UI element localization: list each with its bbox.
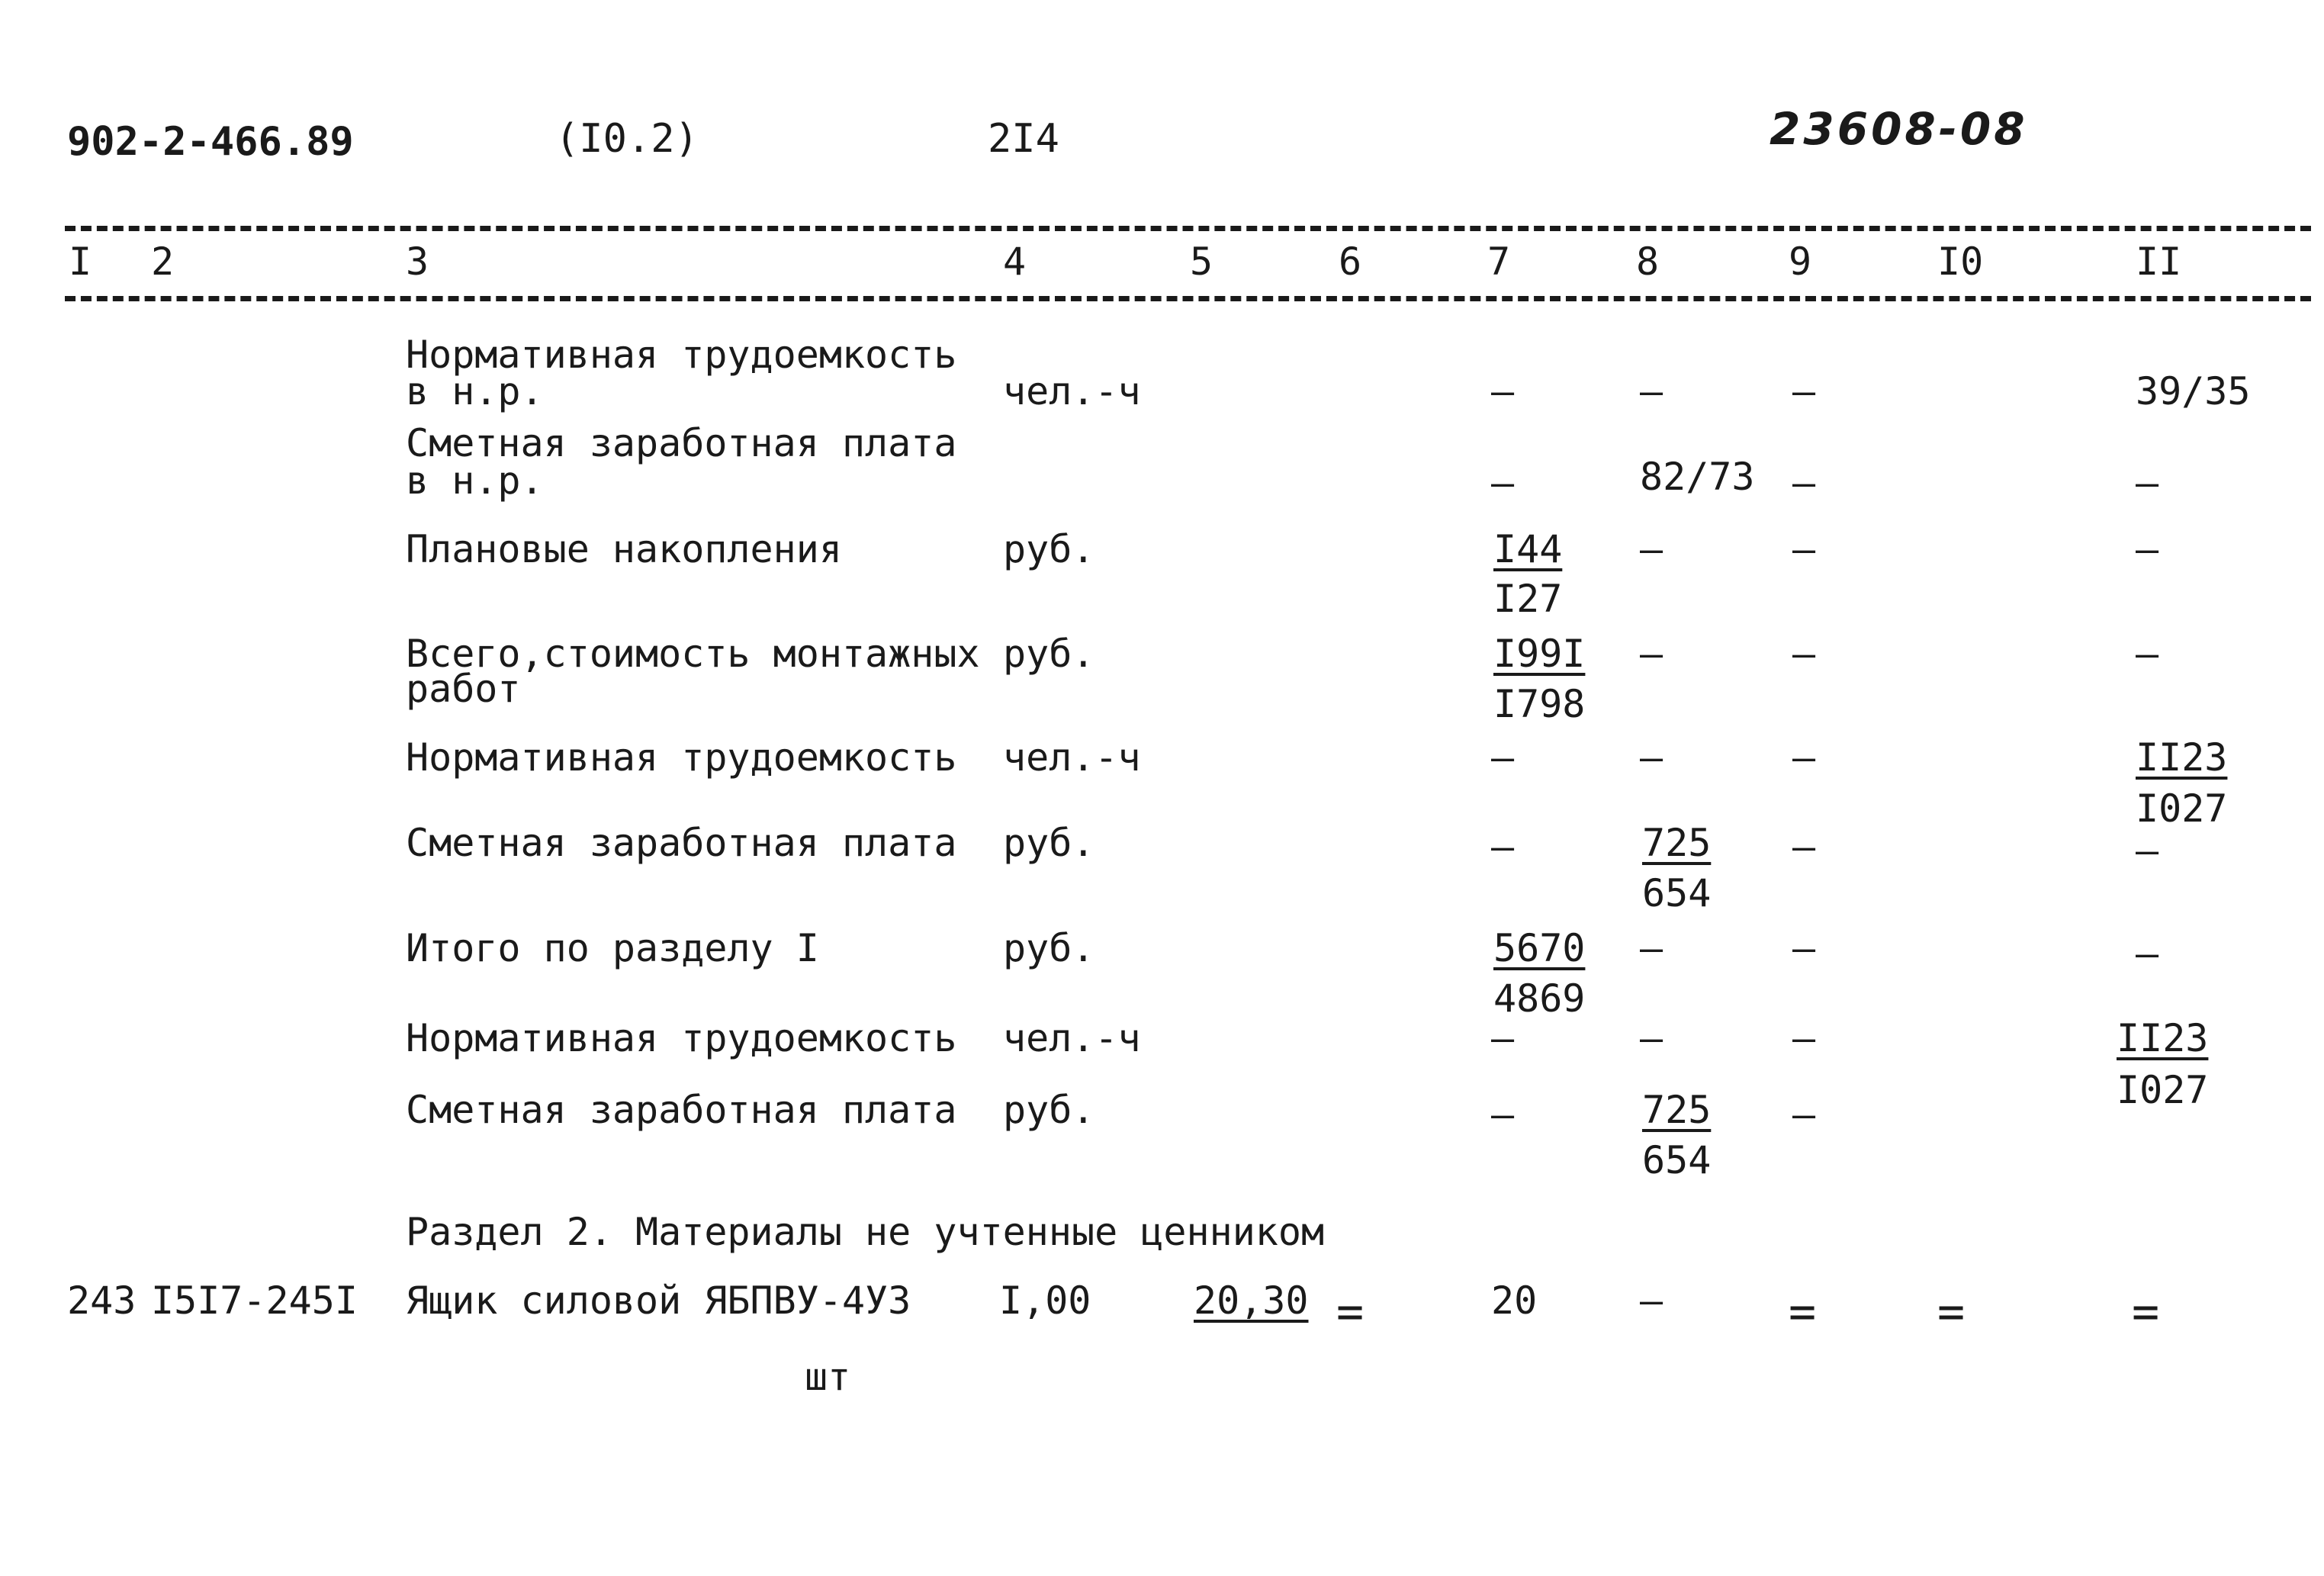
row-col7: – bbox=[1491, 461, 1515, 505]
row-unit: чел.-ч bbox=[1003, 369, 1141, 413]
row-col8: – bbox=[1640, 632, 1663, 676]
row-col8-bottom: 654 bbox=[1642, 1138, 1712, 1182]
row-name-line1: Плановые накопления bbox=[406, 527, 842, 571]
item-col8: – bbox=[1640, 1278, 1663, 1323]
column-header-4: 4 bbox=[1003, 240, 1027, 284]
row-name-line1: Сметная заработная плата bbox=[406, 821, 957, 865]
column-header-10: I0 bbox=[1937, 240, 1984, 284]
column-header-8: 8 bbox=[1636, 240, 1660, 284]
row-col7-bottom: I798 bbox=[1493, 682, 1586, 726]
row-unit: руб. bbox=[1003, 821, 1095, 865]
column-header-11: II bbox=[2136, 240, 2182, 284]
row-col11-top: II23 bbox=[2117, 1016, 2209, 1060]
row-col7: – bbox=[1491, 369, 1515, 413]
row-name-line1: Итого по разделу I bbox=[406, 926, 819, 970]
row-col11-top: II23 bbox=[2136, 735, 2228, 780]
row-col7: – bbox=[1491, 735, 1515, 780]
row-col8-bottom: 654 bbox=[1642, 871, 1712, 915]
row-name-line1: Всего,стоимость монтажных bbox=[406, 632, 980, 676]
section-number: (I0.2) bbox=[555, 116, 699, 162]
row-col8: – bbox=[1640, 1016, 1663, 1060]
row-unit: руб. bbox=[1003, 527, 1095, 571]
page-number: 2I4 bbox=[988, 116, 1059, 162]
table-top-rule bbox=[65, 226, 2311, 231]
column-header-3: 3 bbox=[406, 240, 429, 284]
row-col8: – bbox=[1640, 369, 1663, 413]
row-unit: чел.-ч bbox=[1003, 735, 1141, 780]
document-code: 902-2-466.89 bbox=[67, 119, 354, 165]
row-col7-top: I99I bbox=[1493, 632, 1586, 676]
row-col9: – bbox=[1792, 926, 1816, 970]
row-col7-bottom: I27 bbox=[1493, 577, 1563, 621]
row-col8: – bbox=[1640, 926, 1663, 970]
row-col7-top: I44 bbox=[1493, 527, 1563, 571]
row-col9: – bbox=[1792, 527, 1816, 571]
row-col8-top: 725 bbox=[1642, 821, 1712, 865]
row-col9: – bbox=[1792, 632, 1816, 676]
column-header-6: 6 bbox=[1339, 240, 1362, 284]
row-name-line2: в н.р. bbox=[406, 369, 544, 413]
handwritten-document-number: 23608-08 bbox=[1770, 103, 2028, 155]
item-col11: = bbox=[2132, 1285, 2160, 1339]
row-col7-bottom: 4869 bbox=[1493, 976, 1586, 1021]
row-col11: – bbox=[2136, 828, 2159, 873]
row-col9: – bbox=[1792, 825, 1816, 869]
row-col7: – bbox=[1491, 825, 1515, 869]
row-col11: – bbox=[2136, 931, 2159, 976]
row-col7-top: 5670 bbox=[1493, 926, 1586, 970]
row-col8: 82/73 bbox=[1640, 455, 1755, 499]
row-name-line1: Нормативная трудоемкость bbox=[406, 1016, 957, 1060]
row-col11: – bbox=[2136, 527, 2159, 571]
item-col4: I,00 bbox=[999, 1278, 1091, 1323]
row-name-line2: в н.р. bbox=[406, 458, 544, 503]
row-col11-bottom: I027 bbox=[2117, 1068, 2209, 1112]
row-unit: руб. bbox=[1003, 1088, 1095, 1132]
row-name-line1: Нормативная трудоемкость bbox=[406, 333, 957, 377]
row-col11: – bbox=[2136, 461, 2159, 505]
row-col11-bottom: I027 bbox=[2136, 786, 2228, 831]
row-name-line1: Сметная заработная плата bbox=[406, 1088, 957, 1132]
row-name-line1: Нормативная трудоемкость bbox=[406, 735, 957, 780]
item-col1: 243 bbox=[67, 1278, 137, 1323]
row-col9: – bbox=[1792, 369, 1816, 413]
row-col9: – bbox=[1792, 1092, 1816, 1137]
item-col7: 20 bbox=[1491, 1278, 1538, 1323]
row-col8-top: 725 bbox=[1642, 1088, 1712, 1132]
column-header-1: I bbox=[69, 240, 92, 284]
item-col9: = bbox=[1789, 1285, 1817, 1339]
column-header-2: 2 bbox=[151, 240, 175, 284]
section-2-title: Раздел 2. Материалы не учтенные ценником bbox=[406, 1210, 1325, 1254]
column-header-7: 7 bbox=[1487, 240, 1511, 284]
table-header-rule bbox=[65, 296, 2311, 301]
row-col11: – bbox=[2136, 632, 2159, 676]
row-unit: руб. bbox=[1003, 926, 1095, 970]
column-header-5: 5 bbox=[1190, 240, 1213, 284]
row-name-line2: работ bbox=[406, 667, 521, 711]
row-col7: – bbox=[1491, 1016, 1515, 1060]
item-unit: шт bbox=[805, 1355, 851, 1399]
row-col8: – bbox=[1640, 735, 1663, 780]
row-col7: – bbox=[1491, 1092, 1515, 1137]
row-unit: чел.-ч bbox=[1003, 1016, 1141, 1060]
item-col10: = bbox=[1937, 1285, 1966, 1339]
item-name: Ящик силовой ЯБПВУ-4УЗ bbox=[406, 1278, 911, 1323]
item-col2: I5I7-245I bbox=[151, 1278, 358, 1323]
item-col6: = bbox=[1336, 1285, 1365, 1339]
row-col11: 39/35 bbox=[2136, 369, 2251, 413]
row-unit: руб. bbox=[1003, 632, 1095, 676]
row-col8: – bbox=[1640, 527, 1663, 571]
item-col5: 20,30 bbox=[1194, 1278, 1309, 1323]
row-col9: – bbox=[1792, 1016, 1816, 1060]
row-col9: – bbox=[1792, 735, 1816, 780]
column-header-9: 9 bbox=[1789, 240, 1812, 284]
row-col9: – bbox=[1792, 461, 1816, 505]
row-name-line1: Сметная заработная плата bbox=[406, 421, 957, 465]
